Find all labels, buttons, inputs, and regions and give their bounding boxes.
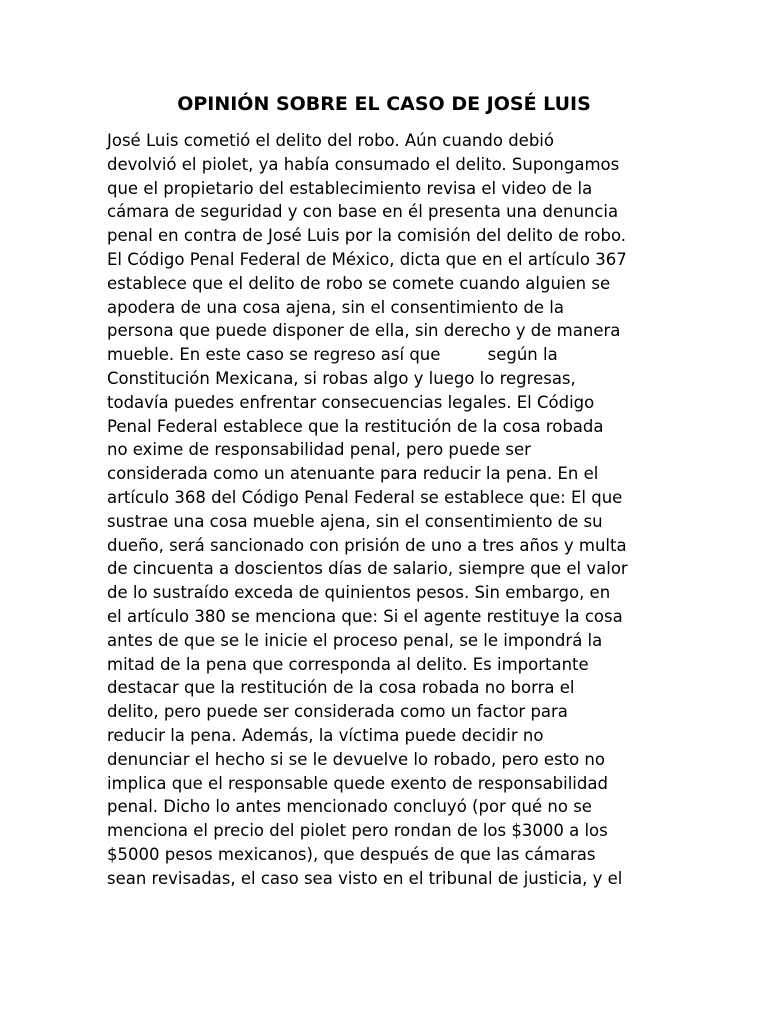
body-line: mueble. En este caso se regreso así que según la xyxy=(107,345,558,365)
body-line: de cincuenta a doscientos días de salario, siempre que el valor xyxy=(107,559,628,579)
body-line: dueño, será sancionado con prisión de uno a tres años y multa xyxy=(107,535,627,555)
body-line: mitad de la pena que corresponda al delito. Es importante xyxy=(107,654,589,674)
body-line: $5000 pesos mexicanos), que después de que las cámaras xyxy=(107,844,596,864)
body-line: establece que el delito de robo se comete cuando alguien se xyxy=(107,273,611,293)
body-line: que el propietario del establecimiento revisa el video de la xyxy=(107,178,593,198)
document-body xyxy=(107,129,667,891)
body-line: destacar que la restitución de la cosa robada no borra el xyxy=(107,678,575,698)
body-line: menciona el precio del piolet pero rondan de los $3000 a los xyxy=(107,821,608,841)
body-line: implica que el responsable quede exento de responsabilidad xyxy=(107,773,608,793)
body-line: artículo 368 del Código Penal Federal se establece que: El que xyxy=(107,487,623,507)
body-line: sustrae una cosa mueble ajena, sin el consentimiento de su xyxy=(107,511,603,531)
body-line: considerada como un atenuante para reducir la pena. En el xyxy=(107,464,599,484)
body-line: El Código Penal Federal de México, dicta que en el artículo 367 xyxy=(107,249,627,269)
body-line: reducir la pena. Además, la víctima puede decidir no xyxy=(107,725,544,745)
body-line: denunciar el hecho si se le devuelve lo robado, pero esto no xyxy=(107,749,605,769)
body-line: el artículo 380 se menciona que: Si el agente restituye la cosa xyxy=(107,606,623,626)
body-line: todavía puedes enfrentar consecuencias legales. El Código xyxy=(107,392,595,412)
body-line: no exime de responsabilidad penal, pero puede ser xyxy=(107,440,531,460)
body-line: Constitución Mexicana, si robas algo y luego lo regresas, xyxy=(107,368,576,388)
body-line: apodera de una cosa ajena, sin el consentimiento de la xyxy=(107,297,564,317)
body-line: penal. Dicho lo antes mencionado concluyó (por qué no se xyxy=(107,797,592,817)
body-line: de lo sustraído exceda de quinientos pesos. Sin embargo, en xyxy=(107,583,611,603)
body-line: persona que puede disponer de ella, sin derecho y de manera xyxy=(107,321,621,341)
body-line: José Luis cometió el delito del robo. Aún cuando debió xyxy=(107,131,554,150)
body-line: delito, pero puede ser considerada como un factor para xyxy=(107,702,568,722)
body-line: cámara de seguridad y con base en él presenta una denuncia xyxy=(107,202,619,222)
body-line: devolvió el piolet, ya había consumado el delito. Supongamos xyxy=(107,154,620,174)
body-line: Penal Federal establece que la restitución de la cosa robada xyxy=(107,416,604,436)
body-line: antes de que se le inicie el proceso penal, se le impondrá la xyxy=(107,630,603,650)
document-title: OPINIÓN SOBRE EL CASO DE JOSÉ LUIS xyxy=(177,93,591,115)
body-line: penal en contra de José Luis por la comisión del delito de robo. xyxy=(107,226,627,246)
body-line: sean revisadas, el caso sea visto en el tribunal de justicia, y el xyxy=(107,868,623,888)
